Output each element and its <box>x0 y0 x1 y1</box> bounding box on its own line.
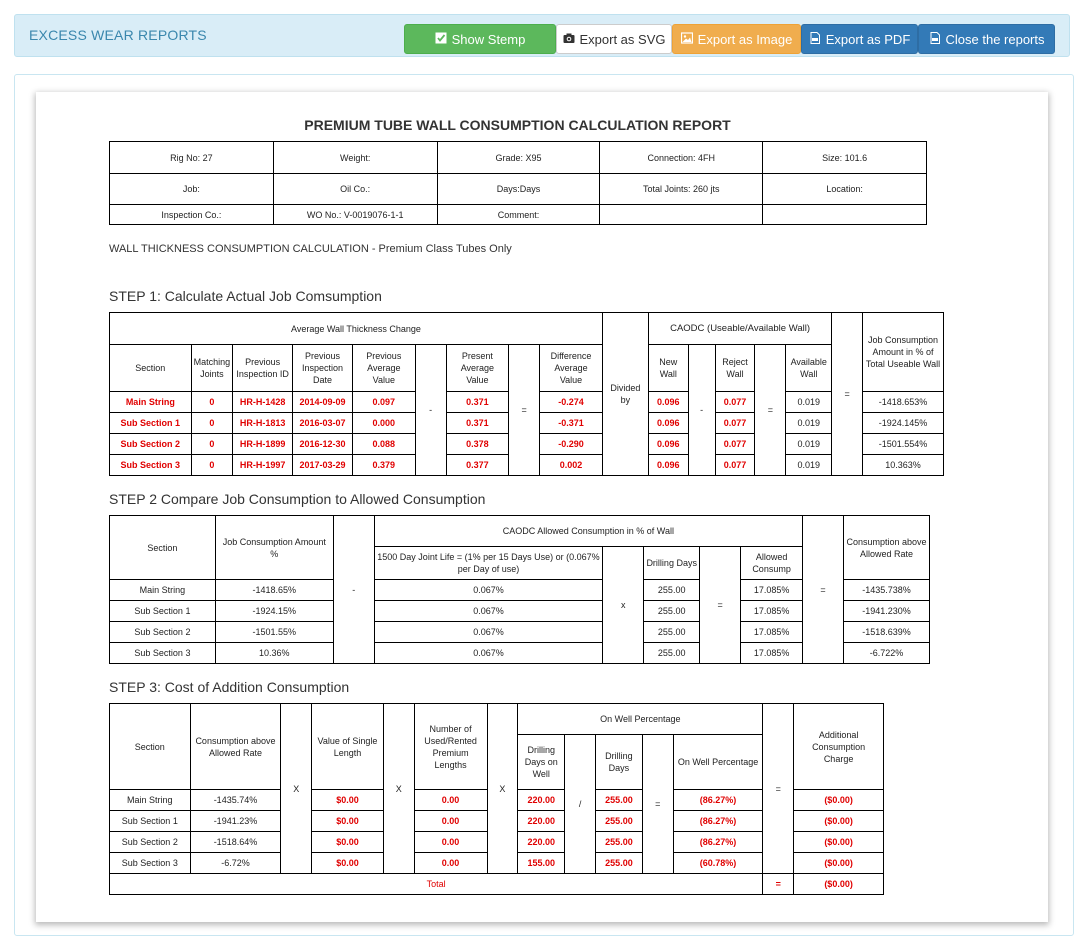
times-sign: x <box>603 547 644 664</box>
info-cell: Location: <box>763 174 927 205</box>
above-cell: -1518.64% <box>190 832 281 853</box>
num-lengths-header: Number of Used/Rented Premium Lengths <box>414 704 487 790</box>
group-onwell-header: On Well Percentage <box>518 704 763 735</box>
present-avg-cell: 0.378 <box>446 434 509 455</box>
info-cell: Rig No: 27 <box>110 142 274 174</box>
job-cell: -1418.65% <box>215 580 333 601</box>
equals-sign: = <box>832 313 863 476</box>
show-stemp-button[interactable] <box>404 24 556 54</box>
prev-date-header: Previous Inspection Date <box>293 345 353 392</box>
prev-date-cell: 2016-12-30 <box>293 434 353 455</box>
info-cell: WO No.: V-0019076-1-1 <box>273 205 437 225</box>
new-wall-cell: 0.096 <box>648 392 688 413</box>
section-cell: Sub Section 2 <box>110 622 216 643</box>
allowed-cell: 17.085% <box>741 643 803 664</box>
job-consumption-header: Job Consumption Amount in % of Total Useable Wall <box>863 313 944 392</box>
section-cell: Sub Section 2 <box>110 434 192 455</box>
days-cell: 255.00 <box>644 643 700 664</box>
file-icon <box>929 32 941 47</box>
section-cell: Sub Section 3 <box>110 455 192 476</box>
result-cell: 10.363% <box>863 455 944 476</box>
equals-sign: = <box>509 345 540 476</box>
minus-sign: - <box>688 345 715 476</box>
value-cell: $0.00 <box>312 790 384 811</box>
present-avg-cell: 0.377 <box>446 455 509 476</box>
above-allowed-header: Consumption above Allowed Rate <box>844 516 930 580</box>
checkbox-icon <box>435 32 447 47</box>
info-cell: Oil Co.: <box>273 174 437 205</box>
group-caodc-header: CAODC (Useable/Available Wall) <box>648 313 831 345</box>
available-wall-header: Available Wall <box>786 345 832 392</box>
job-cell: 10.36% <box>215 643 333 664</box>
close-reports-label: Close the reports <box>945 31 1045 47</box>
rate-cell: 0.067% <box>374 643 603 664</box>
prev-avg-cell: 0.088 <box>352 434 415 455</box>
above-cell: -6.722% <box>844 643 930 664</box>
additional-header: Additional Consumption Charge <box>794 704 884 790</box>
dd-cell: 255.00 <box>596 853 643 874</box>
equals-sign: = <box>700 547 741 664</box>
pct-cell: (60.78%) <box>673 853 763 874</box>
info-cell: Grade: X95 <box>437 142 600 174</box>
step1-title: STEP 1: Calculate Actual Job Comsumption <box>109 288 382 304</box>
diff-avg-cell: -0.371 <box>540 413 603 434</box>
allowed-cell: 17.085% <box>741 622 803 643</box>
pdf-file-icon <box>809 32 821 47</box>
prev-id-header: Previous Inspection ID <box>233 345 293 392</box>
above-cell: -1435.738% <box>844 580 930 601</box>
step2-title: STEP 2 Compare Job Consumption to Allowed Consumption <box>109 491 486 507</box>
days-cell: 255.00 <box>644 601 700 622</box>
charge-cell: ($0.00) <box>794 811 884 832</box>
prev-date-cell: 2016-03-07 <box>293 413 353 434</box>
result-cell: -1418.653% <box>863 392 944 413</box>
total-equals-sign: = <box>763 874 794 895</box>
info-cell: Total Joints: 260 jts <box>600 174 763 205</box>
matching-cell: 0 <box>191 413 233 434</box>
step3-title: STEP 3: Cost of Addition Consumption <box>109 679 350 695</box>
rate-cell: 0.067% <box>374 622 603 643</box>
reject-wall-cell: 0.077 <box>715 455 755 476</box>
available-wall-cell: 0.019 <box>786 392 832 413</box>
result-cell: -1924.145% <box>863 413 944 434</box>
show-stemp-label: Show Stemp <box>451 31 526 47</box>
dow-cell: 220.00 <box>518 832 565 853</box>
prev-id-cell: HR-H-1899 <box>233 434 293 455</box>
section-cell: Sub Section 2 <box>110 832 191 853</box>
present-avg-cell: 0.371 <box>446 413 509 434</box>
present-avg-header: Present Average Value <box>446 345 509 392</box>
info-cell <box>763 205 927 225</box>
above-cell: -1941.230% <box>844 601 930 622</box>
info-cell: Job: <box>110 174 274 205</box>
image-icon <box>681 32 693 47</box>
export-pdf-button[interactable] <box>801 24 918 54</box>
value-cell: $0.00 <box>312 832 384 853</box>
diff-avg-header: Difference Average Value <box>540 345 603 392</box>
times-sign: X <box>383 704 414 874</box>
prev-avg-cell: 0.097 <box>352 392 415 413</box>
num-cell: 0.00 <box>414 853 487 874</box>
info-cell <box>600 205 763 225</box>
times-sign: X <box>487 704 518 874</box>
equals-sign: = <box>642 735 673 874</box>
step2-table <box>109 515 930 664</box>
present-avg-cell: 0.371 <box>446 392 509 413</box>
dd-cell: 255.00 <box>596 832 643 853</box>
new-wall-cell: 0.096 <box>648 413 688 434</box>
step3-table <box>109 703 884 895</box>
info-cell: Days:Days <box>437 174 600 205</box>
charge-cell: ($0.00) <box>794 832 884 853</box>
equals-sign: = <box>755 345 786 476</box>
section-cell: Sub Section 3 <box>110 853 191 874</box>
onwell-pct-header: On Well Percentage <box>673 735 763 790</box>
equals-sign: = <box>763 704 794 874</box>
result-cell: -1501.554% <box>863 434 944 455</box>
new-wall-cell: 0.096 <box>648 455 688 476</box>
minus-sign: - <box>333 516 374 664</box>
section-cell: Sub Section 1 <box>110 601 216 622</box>
export-svg-label: Export as SVG <box>579 31 666 47</box>
prev-avg-cell: 0.379 <box>352 455 415 476</box>
pct-cell: (86.27%) <box>673 832 763 853</box>
job-cell: -1501.55% <box>215 622 333 643</box>
days-cell: 255.00 <box>644 622 700 643</box>
divided-by-header: Divided by <box>602 313 648 476</box>
dow-cell: 220.00 <box>518 811 565 832</box>
prev-avg-header: Previous Average Value <box>352 345 415 392</box>
equals-sign: = <box>803 516 844 664</box>
above-cell: -1941.23% <box>190 811 281 832</box>
job-cell: -1924.15% <box>215 601 333 622</box>
export-svg-button[interactable] <box>556 24 672 54</box>
export-image-label: Export as Image <box>697 31 793 47</box>
prev-id-cell: HR-H-1813 <box>233 413 293 434</box>
info-cell: Weight: <box>273 142 437 174</box>
info-cell: Size: 101.6 <box>763 142 927 174</box>
section-header: Section <box>110 704 191 790</box>
top-bar <box>14 14 1070 57</box>
reject-wall-cell: 0.077 <box>715 392 755 413</box>
num-cell: 0.00 <box>414 790 487 811</box>
value-single-header: Value of Single Length <box>312 704 384 790</box>
value-cell: $0.00 <box>312 853 384 874</box>
matching-cell: 0 <box>191 455 233 476</box>
above-cell: -1435.74% <box>190 790 281 811</box>
available-wall-cell: 0.019 <box>786 455 832 476</box>
new-wall-header: New Wall <box>648 345 688 392</box>
prev-id-cell: HR-H-1997 <box>233 455 293 476</box>
new-wall-cell: 0.096 <box>648 434 688 455</box>
pct-cell: (86.27%) <box>673 811 763 832</box>
dow-cell: 155.00 <box>518 853 565 874</box>
charge-cell: ($0.00) <box>794 790 884 811</box>
joint-life-header: 1500 Day Joint Life = (1% per 15 Days Use) or (0.067% per Day of use) <box>374 547 603 580</box>
section-header: Section <box>110 345 192 392</box>
section-cell: Main String <box>110 580 216 601</box>
dd-cell: 255.00 <box>596 811 643 832</box>
page-title: EXCESS WEAR REPORTS <box>29 27 207 43</box>
prev-date-cell: 2014-09-09 <box>293 392 353 413</box>
dd-cell: 255.00 <box>596 790 643 811</box>
info-table <box>109 141 927 225</box>
available-wall-cell: 0.019 <box>786 413 832 434</box>
available-wall-cell: 0.019 <box>786 434 832 455</box>
reject-wall-cell: 0.077 <box>715 413 755 434</box>
slash-sign: / <box>565 735 596 874</box>
value-cell: $0.00 <box>312 811 384 832</box>
above-cell: -6.72% <box>190 853 281 874</box>
info-cell: Inspection Co.: <box>110 205 274 225</box>
section-cell: Sub Section 3 <box>110 643 216 664</box>
report-subtitle: WALL THICKNESS CONSUMPTION CALCULATION - Premium Class Tubes Only <box>109 243 512 255</box>
total-label: Total <box>110 874 763 895</box>
minus-sign: - <box>415 345 446 476</box>
prev-id-cell: HR-H-1428 <box>233 392 293 413</box>
reject-wall-header: Reject Wall <box>715 345 755 392</box>
dow-cell: 220.00 <box>518 790 565 811</box>
report-title: PREMIUM TUBE WALL CONSUMPTION CALCULATION REPORT <box>304 117 731 133</box>
diff-avg-cell: -0.290 <box>540 434 603 455</box>
days-cell: 255.00 <box>644 580 700 601</box>
close-reports-button[interactable] <box>918 24 1055 54</box>
reject-wall-cell: 0.077 <box>715 434 755 455</box>
group-avg-wall-header: Average Wall Thickness Change <box>110 313 603 345</box>
above-allowed-header: Consumption above Allowed Rate <box>190 704 281 790</box>
step1-table <box>109 312 944 476</box>
allowed-consump-header: Allowed Consump <box>741 547 803 580</box>
total-value: ($0.00) <box>794 874 884 895</box>
rate-cell: 0.067% <box>374 580 603 601</box>
prev-date-cell: 2017-03-29 <box>293 455 353 476</box>
matching-joints-header: Matching Joints <box>191 345 233 392</box>
num-cell: 0.00 <box>414 832 487 853</box>
group-allowed-header: CAODC Allowed Consumption in % of Wall <box>374 516 802 547</box>
matching-cell: 0 <box>191 434 233 455</box>
info-cell: Comment: <box>437 205 600 225</box>
allowed-cell: 17.085% <box>741 601 803 622</box>
pct-cell: (86.27%) <box>673 790 763 811</box>
export-image-button[interactable] <box>672 24 801 54</box>
charge-cell: ($0.00) <box>794 853 884 874</box>
export-pdf-label: Export as PDF <box>825 31 911 47</box>
camera-icon <box>563 32 575 47</box>
drill-on-well-header: Drilling Days on Well <box>518 735 565 790</box>
allowed-cell: 17.085% <box>741 580 803 601</box>
section-header: Section <box>110 516 216 580</box>
diff-avg-cell: 0.002 <box>540 455 603 476</box>
rate-cell: 0.067% <box>374 601 603 622</box>
drilling-days-header: Drilling Days <box>644 547 700 580</box>
section-cell: Main String <box>110 790 191 811</box>
drill-days-header: Drilling Days <box>596 735 643 790</box>
section-cell: Sub Section 1 <box>110 811 191 832</box>
section-cell: Sub Section 1 <box>110 413 192 434</box>
num-cell: 0.00 <box>414 811 487 832</box>
section-cell: Main String <box>110 392 192 413</box>
prev-avg-cell: 0.000 <box>352 413 415 434</box>
diff-avg-cell: -0.274 <box>540 392 603 413</box>
above-cell: -1518.639% <box>844 622 930 643</box>
job-consumption-header: Job Consumption Amount % <box>215 516 333 580</box>
matching-cell: 0 <box>191 392 233 413</box>
info-cell: Connection: 4FH <box>600 142 763 174</box>
times-sign: X <box>281 704 312 874</box>
